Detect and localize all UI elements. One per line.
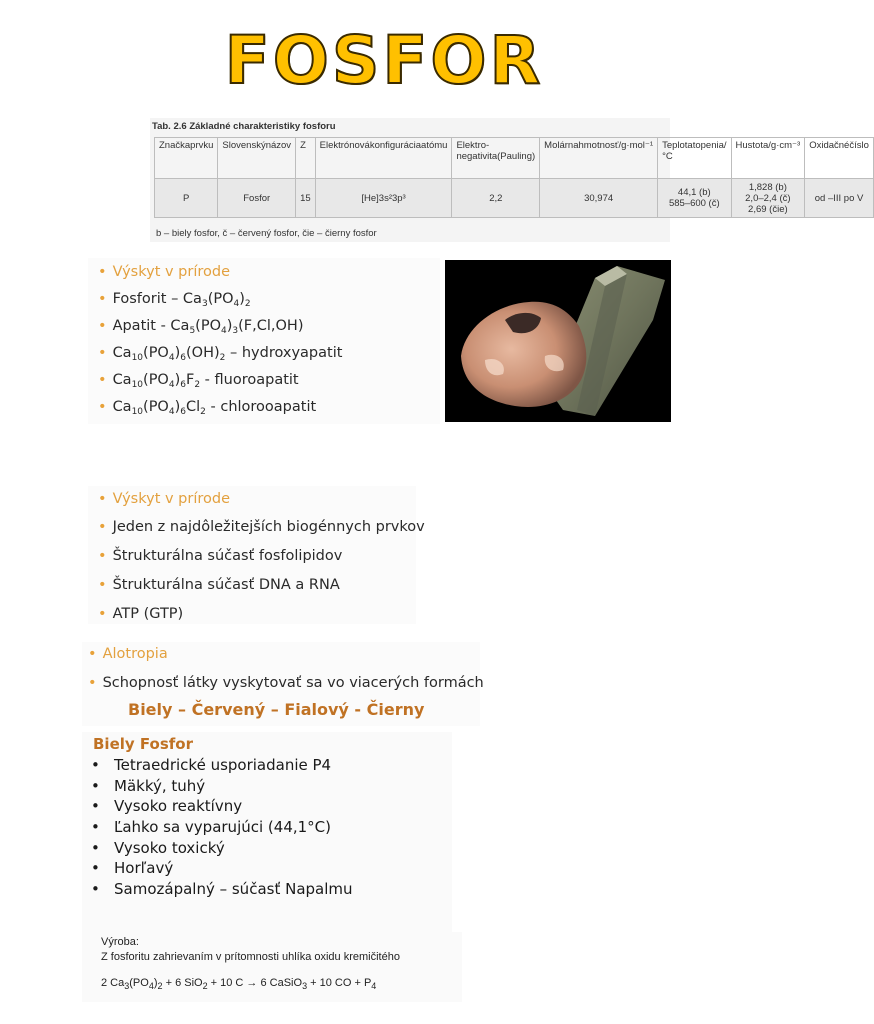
table-header-cell: Elektrónovákonfiguráciaatómu [315,138,452,179]
characteristics-table [154,137,874,218]
characteristics-table-block [150,118,869,242]
table-footnote: b – biely fosfor, č – červený fosfor, čie – čierny fosfor [156,228,377,239]
occurrence-heading: • Výskyt v prírode [98,264,231,280]
production-label: Výroba: [101,936,139,948]
property-item: • Mäkký, tuhý [82,777,353,798]
property-item: • Samozápalný – súčasť Napalmu [82,880,353,901]
table-header-cell: Značkaprvku [155,138,218,179]
allotropy-definition: • Schopnosť látky vyskytovať sa vo viacerých formách [88,675,484,691]
table-header-cell: Oxidačnéčíslo [805,138,874,179]
table-cell: P [155,179,218,218]
property-item: • Ľahko sa vyparujúci (44,1°C) [82,818,353,839]
table-header-cell: Hustota/g·cm⁻³ [731,138,805,179]
property-item: • Vysoko reaktívny [82,797,353,818]
occurrence-minerals-panel [88,258,440,424]
apatite-mineral-image [445,260,671,422]
mineral-list-item: • Apatit - $Ca_5(PO_4)_3(F,Cl,OH)$ [98,318,304,336]
mineral-list-item: • $Ca_{10}(PO_4)_6(OH)_2$ – hydroxyapatit [98,345,343,363]
table-cell: Fosfor [218,179,296,218]
table-caption [152,121,336,132]
table-cell: 44,1 (b) 585–600 (č) [658,179,731,218]
white-phosphorus-properties [82,756,353,901]
table-header-cell: Teplotatopenia/°C [658,138,731,179]
mineral-illustration [445,260,671,422]
table-cell: od –III po V [805,179,874,218]
biology-list-item: • Štrukturálna súčasť fosfolipidov [98,548,343,564]
property-item: • Tetraedrické usporiadanie P4 [82,756,353,777]
biology-list-item: • ATP (GTP) [98,606,184,622]
biology-list-item: • Jeden z najdôležitejších biogénnych prvkov [98,519,425,535]
table-header-cell: Slovenskýnázov [218,138,296,179]
allotrope-forms: Biely – Červený – Fialový - Čierny [128,700,425,719]
table-cell: 30,974 [540,179,658,218]
production-equation: 2 $Ca_3(PO_4)_2 + 6$ SiO$_2$ + 10 C → 6 CaSiO$_3$ + 10 CO + $P_4$ [101,977,377,991]
occurrence-biology-panel [88,486,425,624]
production-panel [82,932,462,1002]
property-item: • Vysoko toxický [82,839,353,860]
table-caption-text: Základné charakteristiky fosforu [189,121,336,132]
table-header-cell: Z [296,138,316,179]
table-header-cell: Molárnahmotnosť/g·mol⁻¹ [540,138,658,179]
table-cell: 2,2 [452,179,540,218]
property-item: • Horľavý [82,859,353,880]
mineral-list-item: • $Ca_{10}(PO_4)_6Cl_2$ - chlorooapatit [98,399,317,417]
allotropy-heading: • Alotropia [88,646,168,662]
occurrence-heading-2: • Výskyt v prírode [98,491,231,507]
biology-list-item: • Štrukturálna súčasť DNA a RNA [98,577,340,593]
table-cell: [He]3s²3p³ [315,179,452,218]
white-phosphorus-heading: Biely Fosfor [93,735,193,753]
table-row [155,179,874,218]
white-phosphorus-panel [82,732,452,932]
mineral-list-item: • Fosforit – $Ca_3(PO_4)_2$ [98,291,251,309]
mineral-list-item: • $Ca_{10}(PO_4)_6F_2$ - fluoroapatit [98,372,299,390]
table-caption-number: Tab. 2.6 [152,121,187,132]
table-header-cell: Elektro-negativita(Pauling) [452,138,540,179]
production-description: Z fosforitu zahrievaním v prítomnosti uhlíka oxidu kremičitého [101,951,400,963]
page-title: FOSFOR [224,22,544,99]
table-header-row [155,138,874,179]
table-cell: 1,828 (b) 2,0–2,4 (č) 2,69 (čie) [731,179,805,218]
table-cell: 15 [296,179,316,218]
